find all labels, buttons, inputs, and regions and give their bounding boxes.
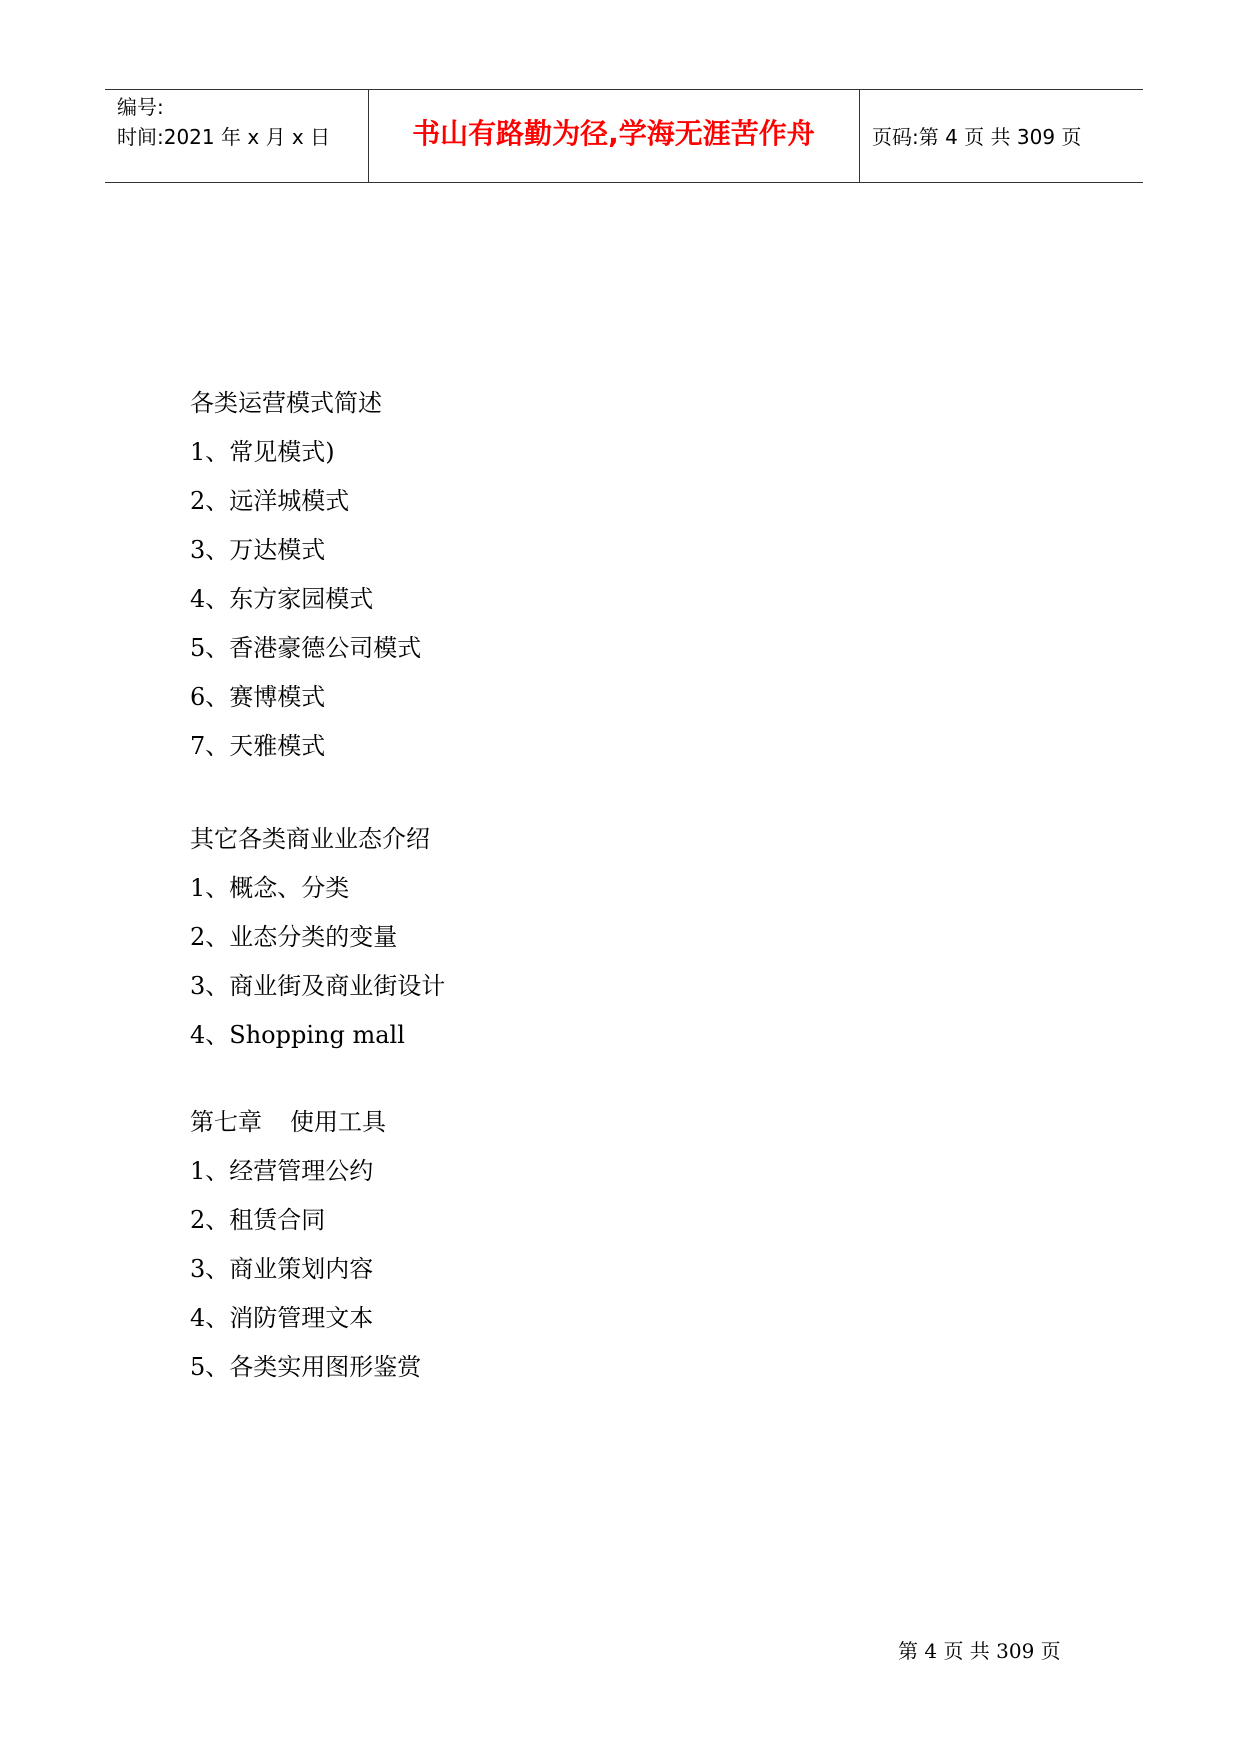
list-item: 4、消防管理文本 <box>190 1304 374 1332</box>
list-item: 1、常见模式) <box>190 438 335 466</box>
chapter-title <box>190 1102 445 1151</box>
chapter-number: 第七章 <box>190 1108 262 1136</box>
list-item: 4、Shopping mall <box>190 1021 405 1049</box>
list-item: 3、万达模式 <box>190 536 326 564</box>
list-item: 3、商业街及商业街设计 <box>190 972 446 1000</box>
chapter-name: 使用工具 <box>290 1108 386 1136</box>
header-top-rule <box>105 89 1143 90</box>
toc-content <box>190 383 445 1396</box>
list-item: 5、各类实用图形鉴赏 <box>190 1353 422 1381</box>
list-item: 1、经营管理公约 <box>190 1157 374 1185</box>
list-item: 2、业态分类的变量 <box>190 923 398 951</box>
list-item: 7、天雅模式 <box>190 732 326 760</box>
document-number-label: 编号: <box>117 95 164 119</box>
list-item: 2、租赁合同 <box>190 1206 326 1234</box>
header-left-block <box>117 92 330 152</box>
list-item: 4、东方家园模式 <box>190 585 374 613</box>
header-bottom-rule <box>105 182 1143 183</box>
list-item: 2、远洋城模式 <box>190 487 350 515</box>
section-title: 各类运营模式简述 <box>190 389 382 417</box>
document-date: 时间:2021 年 x 月 x 日 <box>117 125 331 149</box>
page-footer: 第 4 页 共 309 页 <box>898 1639 1061 1663</box>
header-page-code: 页码:第 4 页 共 309 页 <box>872 125 1082 149</box>
list-item: 1、概念、分类 <box>190 874 350 902</box>
section-title: 其它各类商业业态介绍 <box>190 825 430 853</box>
header-motto: 书山有路勤为径,学海无涯苦作舟 <box>412 117 815 150</box>
list-item: 6、赛博模式 <box>190 683 326 711</box>
list-item: 5、香港豪德公司模式 <box>190 634 422 662</box>
list-item: 3、商业策划内容 <box>190 1255 374 1283</box>
header-divider-right <box>859 89 860 183</box>
